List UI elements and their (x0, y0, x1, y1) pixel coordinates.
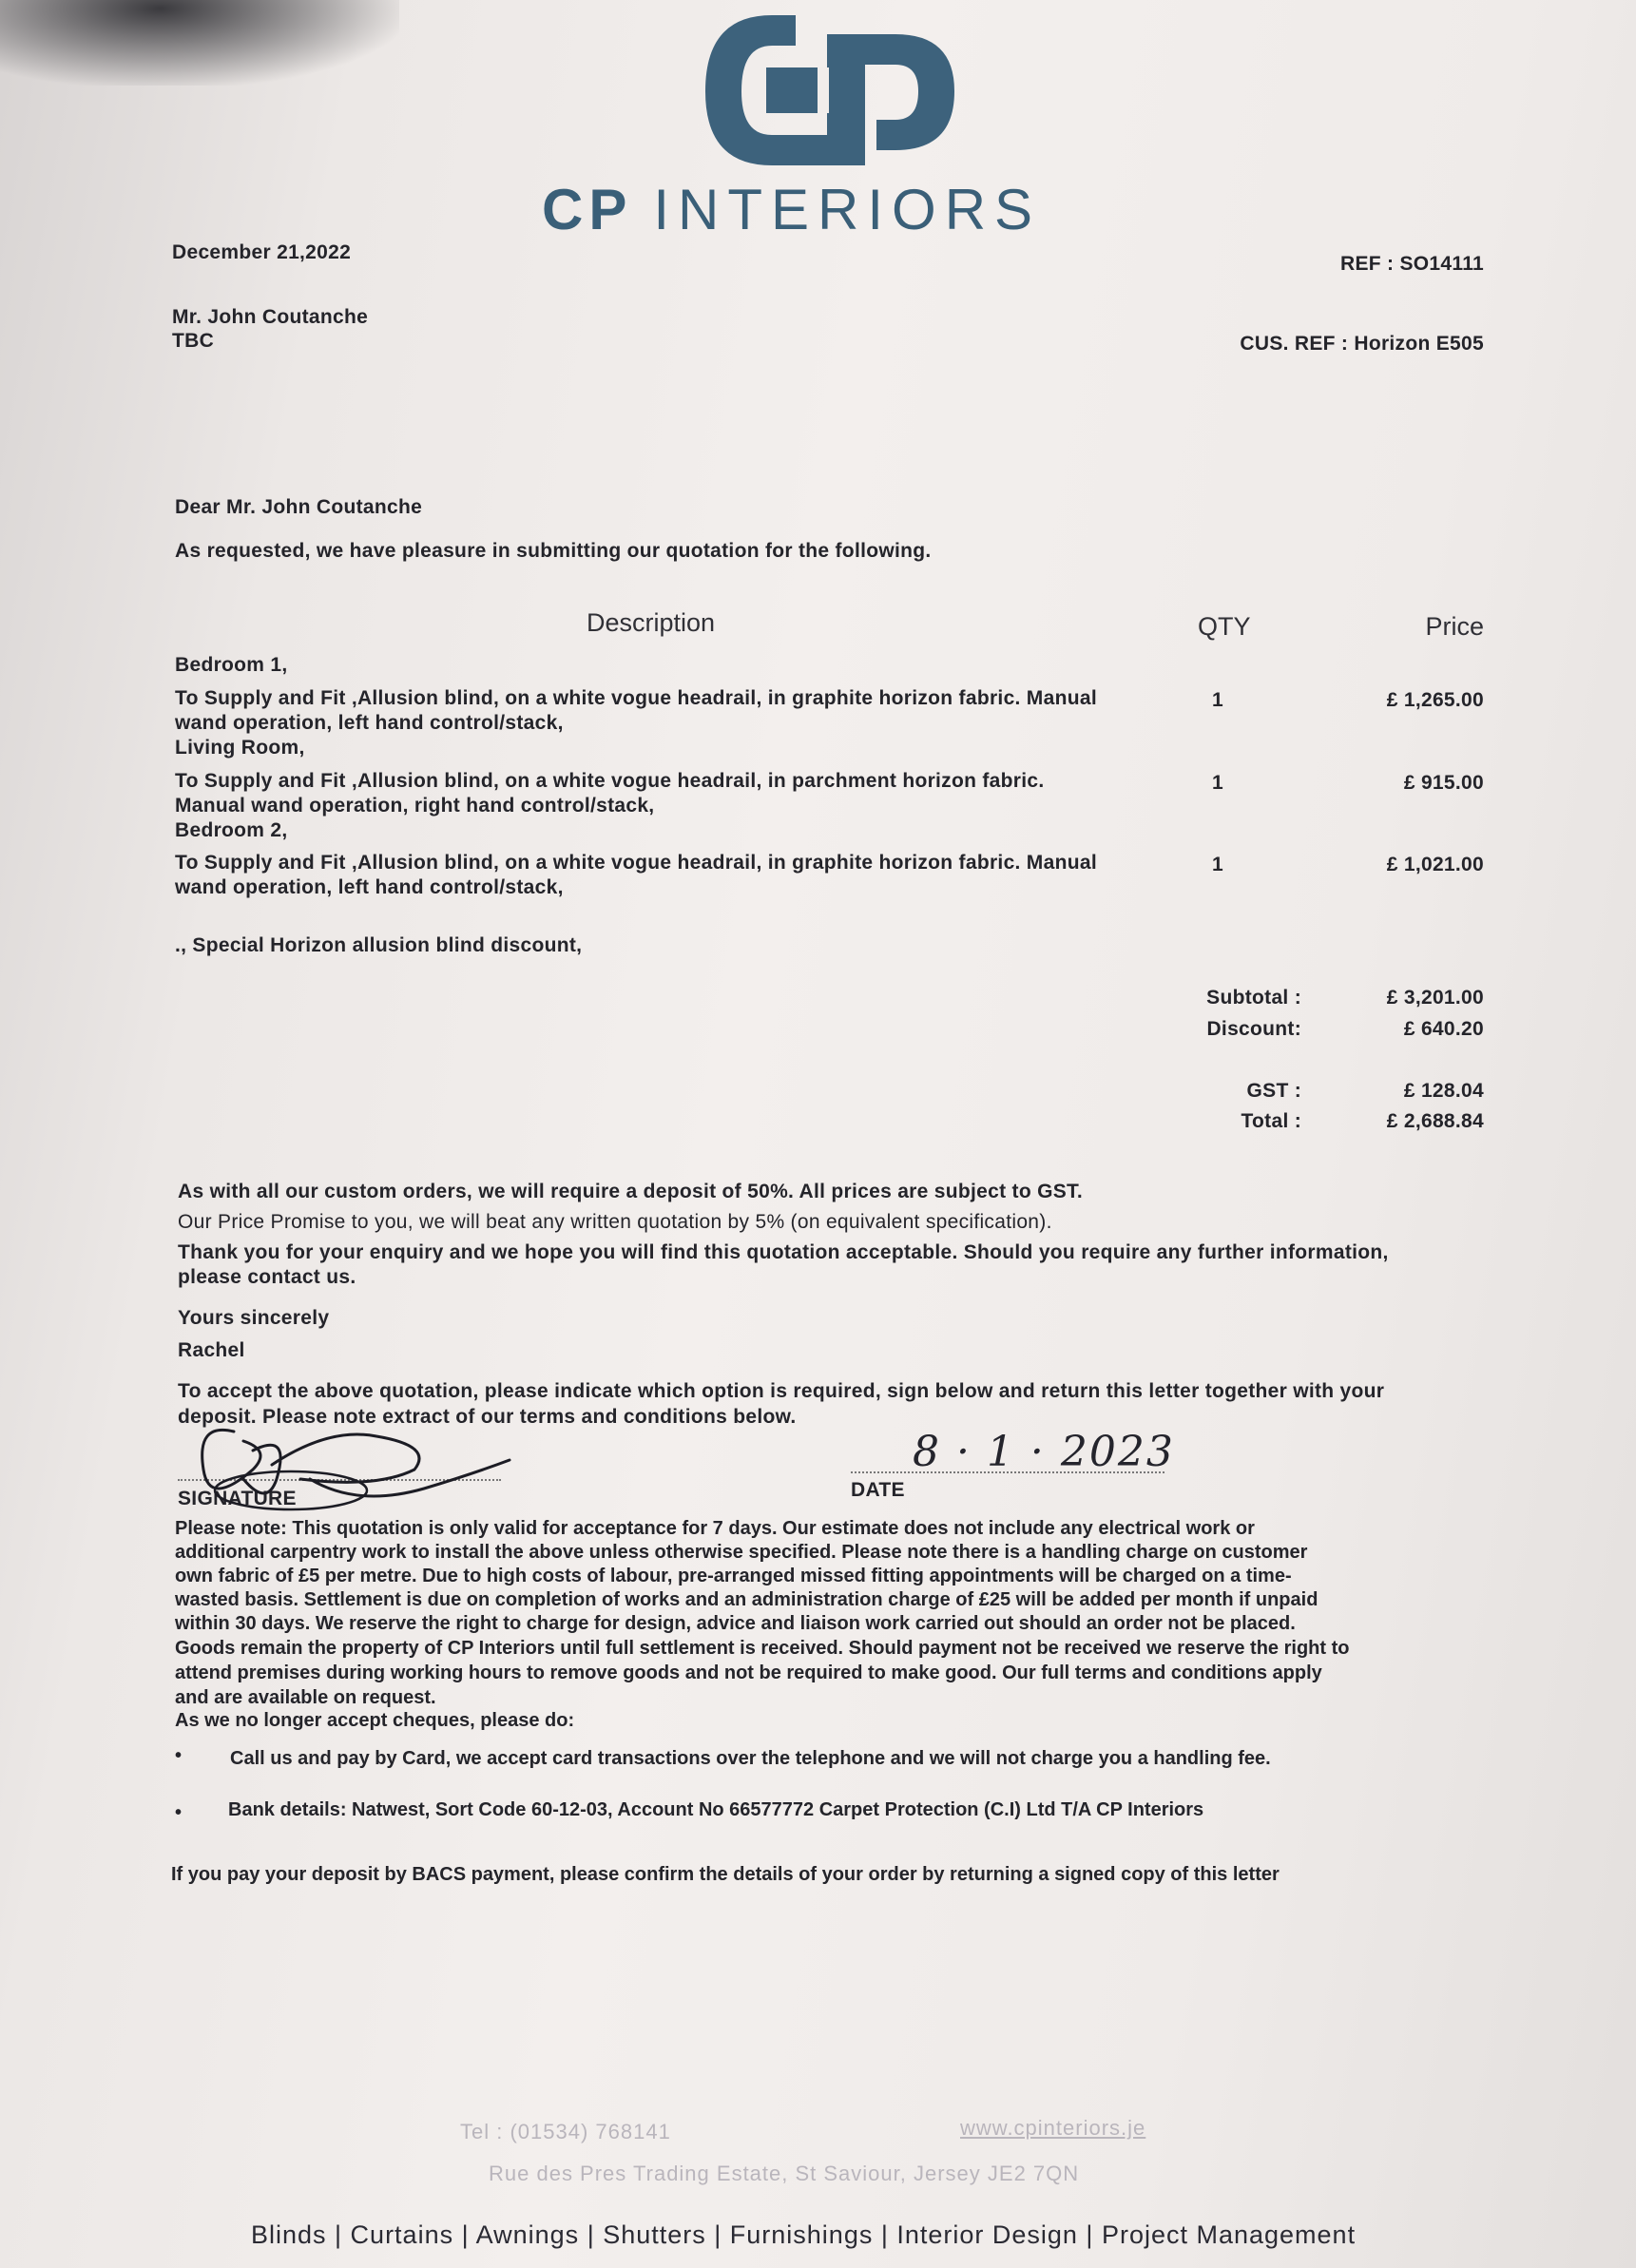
closing: Yours sincerely (178, 1307, 330, 1329)
bacs-note: If you pay your deposit by BACS payment, please confirm the details of your order by returning a signed copy of this letter (171, 1864, 1280, 1885)
terms-line: own fabric of £5 per metre. Due to high costs of labour, pre-arranged missed fitting appointments will be charged on a time- (175, 1566, 1292, 1586)
discount-value: £ 640.20 (1403, 1018, 1484, 1040)
header-price: Price (1425, 612, 1484, 641)
customer-reference: CUS. REF : Horizon E505 (1240, 333, 1484, 355)
reference: REF : SO14111 (1340, 253, 1484, 275)
footer-website: www.cpinteriors.je (960, 2116, 1146, 2140)
handwritten-date: 8 · 1 · 2023 (913, 1428, 1175, 1476)
letter-date: December 21,2022 (172, 241, 352, 263)
bullet-icon: • (175, 1802, 183, 1823)
subtotal-label: Subtotal : (1206, 987, 1301, 1009)
terms-line: Goods remain the property of CP Interiors until full settlement is received. Should payment not be received we reserve the right to (175, 1638, 1350, 1659)
payment-intro: As we no longer accept cheques, please do: (175, 1710, 575, 1731)
salutation: Dear Mr. John Coutanche (175, 496, 423, 518)
gst-label: GST : (1246, 1080, 1301, 1102)
row-room-label: Bedroom 2, (175, 819, 288, 841)
signature-label: SIGNATURE (178, 1488, 297, 1509)
brand-name (542, 177, 1041, 242)
payment-card-option: Call us and pay by Card, we accept card transactions over the telephone and we will not charge you a handling fee. (230, 1748, 1271, 1769)
price-promise: Our Price Promise to you, we will beat any written quotation by 5% (on equivalent specification). (178, 1211, 1052, 1233)
discount-label: Discount: (1206, 1018, 1301, 1040)
bullet-icon: • (175, 1745, 183, 1766)
recipient-address: TBC (172, 330, 215, 352)
signer-name: Rachel (178, 1339, 245, 1361)
photo-shadow (0, 0, 399, 86)
row-price: £ 1,265.00 (1386, 689, 1484, 711)
terms-line: and are available on request. (175, 1687, 436, 1708)
header-qty: QTY (1198, 612, 1251, 641)
row-description-cont: wand operation, left hand control/stack, (175, 876, 564, 898)
header-description: Description (587, 608, 716, 637)
brand-name-bold: CP (542, 178, 633, 241)
row-room-label: Living Room, (175, 737, 305, 759)
cp-logo-icon (705, 15, 954, 165)
row-price: £ 915.00 (1403, 772, 1484, 794)
handwritten-signature (186, 1413, 529, 1517)
footer-telephone: Tel : (01534) 768141 (460, 2120, 671, 2143)
footer-services: Blinds | Curtains | Awnings | Shutters | Furnishings | Interior Design | Project Management (251, 2220, 1357, 2249)
discount-line: ., Special Horizon allusion blind discount, (175, 934, 583, 956)
row-price: £ 1,021.00 (1386, 854, 1484, 875)
row-description-cont: Manual wand operation, right hand control/stack, (175, 795, 655, 817)
row-description: To Supply and Fit ,Allusion blind, on a white vogue headrail, in parchment horizon fabric. (175, 770, 1045, 792)
terms-line: within 30 days. We reserve the right to charge for design, advice and liaison work carried out should an order not be placed. (175, 1613, 1296, 1634)
terms-line: wasted basis. Settlement is due on completion of works and an administration charge of £25 will be added per month if unpaid (175, 1589, 1318, 1610)
gst-value: £ 128.04 (1403, 1080, 1484, 1102)
row-description: To Supply and Fit ,Allusion blind, on a white vogue headrail, in graphite horizon fabric. Manual (175, 687, 1097, 709)
subtotal-value: £ 3,201.00 (1386, 987, 1484, 1009)
payment-bank-details: Bank details: Natwest, Sort Code 60-12-03, Account No 66577772 Carpet Protection (C.I) Ltd T/A CP Interiors (228, 1799, 1204, 1820)
recipient-name: Mr. John Coutanche (172, 306, 369, 328)
total-label: Total : (1241, 1110, 1301, 1132)
terms-line: attend premises during working hours to remove goods and not be required to make good. Our full terms and conditions apply (175, 1663, 1322, 1683)
footer-address: Rue des Pres Trading Estate, St Saviour, Jersey JE2 7QN (489, 2162, 1080, 2185)
acceptance-text: To accept the above quotation, please indicate which option is required, sign below and return this letter together with your (178, 1380, 1385, 1402)
row-qty: 1 (1212, 854, 1223, 875)
total-value: £ 2,688.84 (1386, 1110, 1484, 1132)
brand-name-light: INTERIORS (653, 178, 1042, 241)
row-description-cont: wand operation, left hand control/stack, (175, 712, 564, 734)
row-room-label: Bedroom 1, (175, 654, 288, 676)
acceptance-text-cont: deposit. Please note extract of our terms and conditions below. (178, 1406, 797, 1428)
date-label: DATE (851, 1479, 905, 1501)
row-qty: 1 (1212, 772, 1223, 794)
row-description: To Supply and Fit ,Allusion blind, on a white vogue headrail, in graphite horizon fabric. Manual (175, 852, 1097, 874)
deposit-note: As with all our custom orders, we will require a deposit of 50%. All prices are subject to GST. (178, 1181, 1083, 1202)
terms-line: additional carpentry work to install the above unless otherwise specified. Please note there is a handling charge on customer (175, 1542, 1308, 1563)
thank-you-text: Thank you for your enquiry and we hope you will find this quotation acceptable. Should you require any further information, (178, 1241, 1389, 1263)
intro-text: As requested, we have pleasure in submitting our quotation for the following. (175, 540, 932, 562)
thank-you-text-cont: please contact us. (178, 1266, 356, 1288)
terms-line: Please note: This quotation is only valid for acceptance for 7 days. Our estimate does not include any electrical work or (175, 1518, 1255, 1539)
row-qty: 1 (1212, 689, 1223, 711)
